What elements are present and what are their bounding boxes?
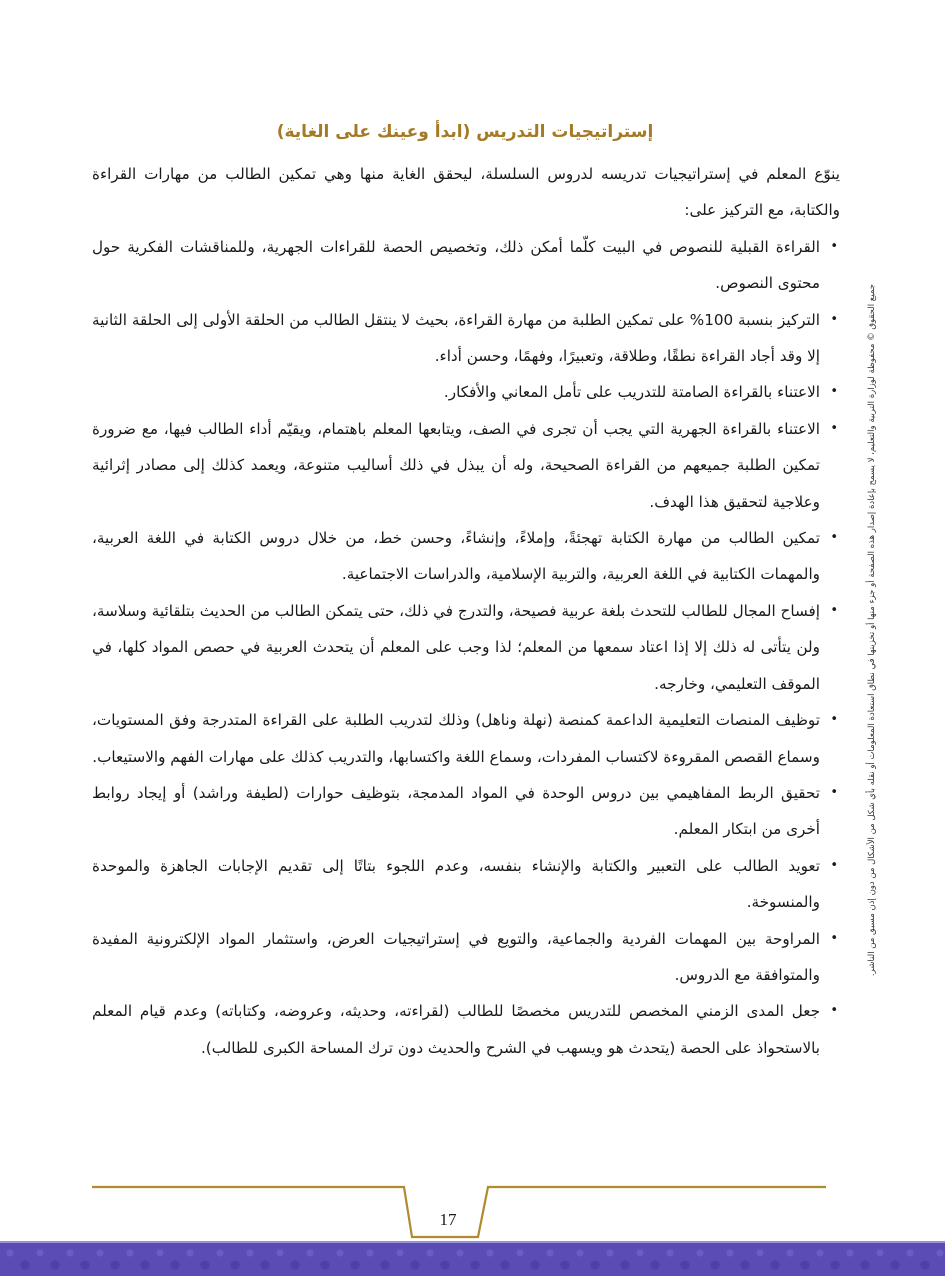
list-item <box>92 848 840 921</box>
list-item <box>92 229 840 302</box>
list-item <box>92 702 840 775</box>
intro-paragraph: ينوّع المعلم في إستراتيجيات تدريسه لدروس السلسلة، ليحقق الغاية منها وهي تمكين الطالب من مهارات القراءة والكتابة، مع التركيز على: <box>92 165 840 220</box>
list-item-text: المراوحة بين المهمات الفردية والجماعية، والتويع في إستراتيجيات العرض، واستثمار المواد الإلكترونية المفيدة والمتوافقة مع الدروس. <box>92 929 820 984</box>
list-item-text: التركيز بنسبة 100% على تمكين الطلبة من مهارة القراءة، بحيث لا ينتقل الطالب من الحلقة الأولى إلى الحلقة الثانية إلا وقد أجاد القراءة نطقًا، وطلاقة، وتعبيرًا، وفهمًا، وحسن أداء. <box>92 310 820 366</box>
list-item-text: تعويد الطالب على التعبير والكتابة والإنشاء بنفسه، وعدم اللجوء بتاتًا إلى تقديم الإجابات الجاهزة والموحدة والمنسوخة. <box>92 856 820 912</box>
list-item-text: الاعتناء بالقراءة الصامتة للتدريب على تأمل المعاني والأفكار. <box>443 383 820 402</box>
list-item-text: القراءة القبلية للنصوص في البيت كلّما أمكن ذلك، وتخصيص الحصة للقراءات الجهرية، وللمناقشات الفكرية حول محتوى النصوص. <box>92 237 820 293</box>
list-item <box>92 593 840 702</box>
list-item <box>92 374 840 410</box>
list-item-text: توظيف المنصات التعليمية الداعمة كمنصة (نهلة وناهل) وذلك لتدريب الطلبة على القراءة المتدرجة وفق المستويات، وسماع القصص المقروءة لاكتساب المفردات، وسماع اللغة واكتسابها، والتدريب كذلك على مهارات الفهم والاستيعاب. <box>92 711 820 766</box>
bullet-icon: • <box>830 712 838 728</box>
bullet-icon: • <box>830 420 838 436</box>
section-title: إستراتيجيات التدريس (ابدأ وعينك على الغاية) <box>276 122 654 142</box>
body-text <box>92 156 840 1066</box>
footer-frame <box>0 1180 945 1244</box>
list-item <box>92 411 840 520</box>
list-item <box>92 921 840 994</box>
copyright-notice: جميع الحقوق © محفوظة لوزارة التربية والتعليم، لا يسمح بإعادة إصدار هذه الصفحة أو جزء منها أو تخزينها في نطاق استعادة المعلومات أو نقله بأي شكل من الأشكال من دون إذن مسبق من الناشر. <box>867 283 877 977</box>
bullet-icon: • <box>830 238 838 254</box>
list-item <box>92 993 840 1066</box>
bullet-icon: • <box>830 530 838 546</box>
decorative-band <box>0 1243 945 1276</box>
list-item-text: تمكين الطالب من مهارة الكتابة تهجئةً، وإملاءً، وإنشاءً، وحسن خط، من خلال دروس الكتابة في اللغة العربية، والمهمات الكتابية في اللغة العربية، والتربية الإسلامية، والدراسات الاجتماعية. <box>92 529 820 584</box>
bullet-icon: • <box>830 1003 838 1019</box>
bullet-icon: • <box>830 857 838 873</box>
bullet-icon: • <box>830 784 838 800</box>
list-item-text: تحقيق الربط المفاهيمي بين دروس الوحدة في المواد المدمجة، بتوظيف حوارات (لطيفة وراشد) أو إيجاد روابط أخرى من ابتكار المعلم. <box>92 783 820 839</box>
bullet-icon: • <box>830 384 838 400</box>
list-item <box>92 302 840 375</box>
strategy-list <box>92 229 840 1066</box>
list-item-text: جعل المدى الزمني المخصص للتدريس مخصصًا للطالب (لقراءته، وحديثه، وعروضه، وكتاباته) وعدم قيام المعلم بالاستحواذ على الحصة (يتحدث هو ويسهب في الشرح والحديث دون ترك المساحة الكبرى للطالب). <box>92 1002 820 1057</box>
list-item-text: إفساح المجال للطالب للتحدث بلغة عربية فصيحة، والتدرج في ذلك، حتى يتمكن الطالب من الحديث بتلقائية وسلاسة، ولن يتأتى له ذلك إلا إذا اعتاد سمعها من المعلم؛ لذا وجب على المعلم أن يتحدث العربية في حصص المواد كلها، في الموقف التعليمي، وخارجه. <box>92 601 820 693</box>
bullet-icon: • <box>830 311 838 327</box>
list-item <box>92 520 840 593</box>
bullet-icon: • <box>830 930 838 946</box>
list-item-text: الاعتناء بالقراءة الجهرية التي يجب أن تجرى في الصف، ويتابعها المعلم باهتمام، ويقيّم أداء الطالب فيها، مع ضرورة تمكين الطلبة جميعهم من القراءة الصحيحة، وله أن يبذل في ذلك أساليب متنوعة، ويعمد كذلك إلى مصادر إثرائية وعلاجية لتحقيق هذا الهدف. <box>92 419 820 511</box>
list-item <box>92 775 840 848</box>
bullet-icon: • <box>830 602 838 618</box>
page-number: 17 <box>439 1210 457 1229</box>
